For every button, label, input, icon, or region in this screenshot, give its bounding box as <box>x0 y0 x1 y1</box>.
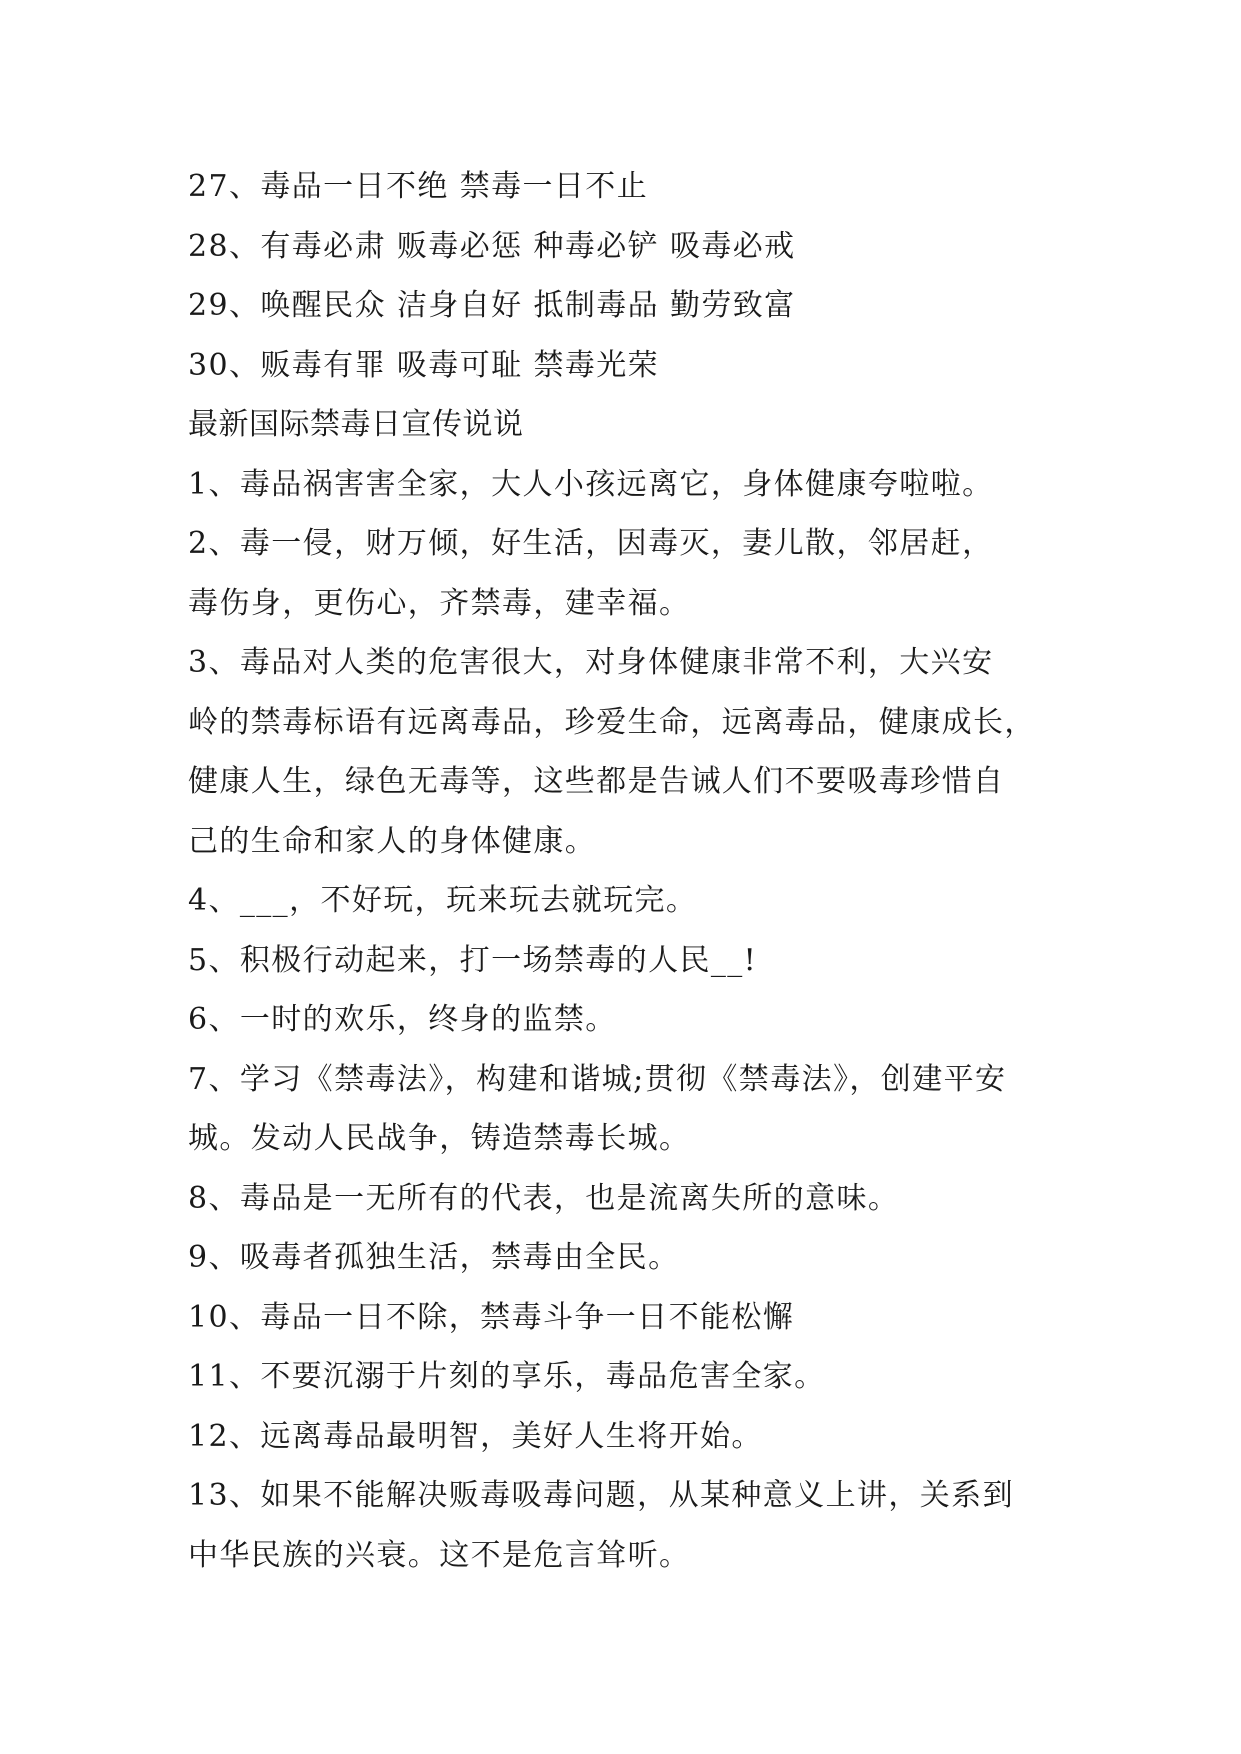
text-line: 28、有毒必肃 贩毒必惩 种毒必铲 吸毒必戒 <box>188 228 796 264</box>
section-heading: 最新国际禁毒日宣传说说 <box>188 407 524 442</box>
text-line: 8、毒品是一无所有的代表，也是流离失所的意味。 <box>188 1180 900 1216</box>
text-line: 6、一时的欢乐，终身的监禁。 <box>188 1002 617 1037</box>
text-line: 27、毒品一日不绝 禁毒一日不止 <box>188 169 649 204</box>
text-line: 健康人生，绿色无毒等，这些都是告诫人们不要吸毒珍惜自 <box>188 764 1005 799</box>
text-line: 3、毒品对人类的危害很大，对身体健康非常不利，大兴安 <box>188 645 994 680</box>
text-line: 30、贩毒有罪 吸毒可耻 禁毒光荣 <box>188 347 660 383</box>
text-line: 10、毒品一日不除，禁毒斗争一日不能松懈 <box>188 1299 795 1335</box>
text-line: 11、不要沉溺于片刻的享乐，毒品危害全家。 <box>188 1359 826 1394</box>
text-line: 岭的禁毒标语有远离毒品，珍爱生命，远离毒品，健康成长， <box>188 704 1036 740</box>
text-line: 1、毒品祸害害全家，大人小孩远离它，身体健康夸啦啦。 <box>188 466 994 502</box>
text-line: 13、如果不能解决贩毒吸毒问题，从某种意义上讲，关系到 <box>188 1478 1014 1513</box>
text-line: 12、远离毒品最明智，美好人生将开始。 <box>188 1418 763 1454</box>
document-body <box>188 157 1068 1585</box>
text-line: 9、吸毒者孤独生活，禁毒由全民。 <box>188 1240 680 1275</box>
text-line: 7、学习《禁毒法》，构建和谐城;贯彻《禁毒法》，创建平安 <box>188 1061 1007 1097</box>
text-line: 29、唤醒民众 洁身自好 抵制毒品 勤劳致富 <box>188 288 796 323</box>
text-line: 5、积极行动起来，打一场禁毒的人民__! <box>188 942 758 978</box>
text-line: 毒伤身，更伤心，齐禁毒，建幸福。 <box>188 585 691 621</box>
text-line: 4、___，不好玩，玩来玩去就玩完。 <box>188 883 698 918</box>
text-line: 己的生命和家人的身体健康。 <box>188 823 597 859</box>
text-line: 2、毒一侵，财万倾，好生活，因毒灭，妻儿散，邻居赶， <box>188 526 994 561</box>
text-line: 城。发动人民战争，铸造禁毒长城。 <box>188 1121 691 1156</box>
text-line: 中华民族的兴衰。这不是危言耸听。 <box>188 1537 691 1573</box>
